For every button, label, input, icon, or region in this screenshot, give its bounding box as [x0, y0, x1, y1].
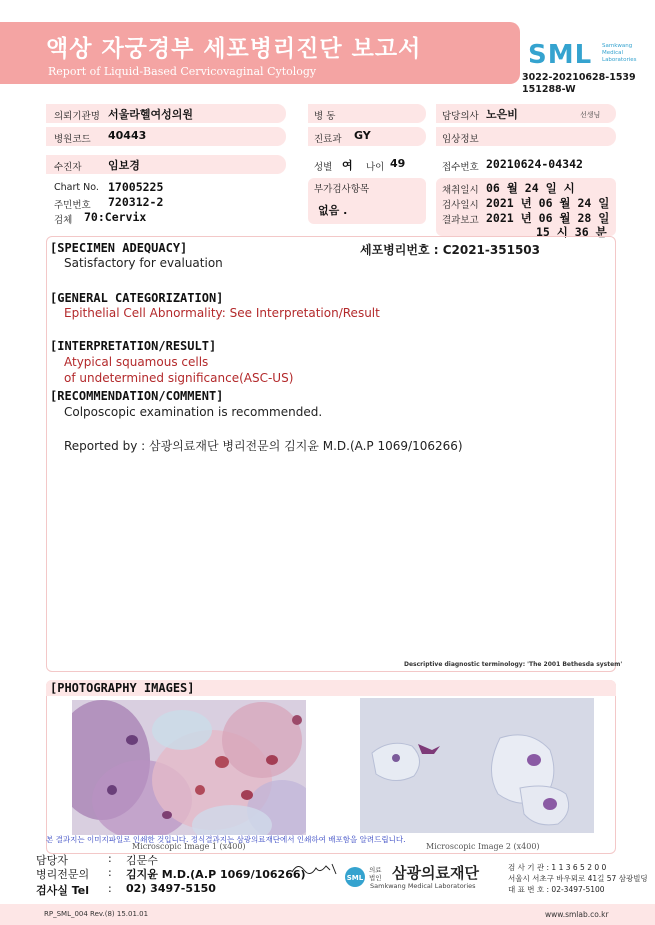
- logo-sub-line: Samkwang: [602, 43, 633, 49]
- lab-tel-colon: :: [108, 882, 112, 895]
- report-subtitle: Report of Liquid-Based Cervicovaginal Cytology: [48, 65, 317, 78]
- specimen-value: 70:Cervix: [84, 210, 147, 224]
- pathologist-signature: [290, 858, 340, 880]
- department-value: GY: [354, 129, 371, 142]
- accession-value: 20210624-04342: [486, 157, 583, 171]
- sml-logo-subtext: [602, 43, 642, 64]
- foundation-prefix-bottom: 법인: [369, 874, 382, 882]
- form-code: RP_SML_004 Rev.(8) 15.01.01: [44, 910, 149, 918]
- sml-logo: [528, 40, 638, 72]
- sex-label: 성별: [314, 162, 333, 173]
- photography-heading: [PHOTOGRAPHY IMAGES]: [50, 681, 195, 695]
- person-value: 김문수: [126, 854, 158, 867]
- foundation-name: 삼광의료재단: [392, 864, 479, 882]
- samkwang-emblem-icon: [344, 866, 366, 888]
- foundation-english: Samkwang Medical Laboratories: [370, 882, 476, 890]
- lab-tel-label: 검사실 Tel: [36, 884, 89, 897]
- photo-caption-1: Microscopic Image 1 (x400): [132, 842, 246, 851]
- department-label: 진료과: [314, 134, 342, 145]
- interpretation-line1: Atypical squamous cells: [64, 355, 209, 369]
- age-label: 나이: [366, 162, 385, 173]
- report-id-line1: 3022-20210628-1539: [522, 72, 636, 83]
- ward-label: 병 동: [314, 111, 336, 122]
- hospital-code-value: 40443: [108, 129, 147, 142]
- recipient-value: 임보경: [108, 159, 140, 172]
- collected-label: 채취일시: [442, 185, 479, 196]
- recommendation-text: Colposcopic examination is recommended.: [64, 405, 323, 419]
- logo-sub-line: Medical: [602, 50, 624, 56]
- attending-doctor-suffix: 선생님: [580, 111, 601, 119]
- clinical-info-label: 임상정보: [442, 134, 479, 145]
- sex-value: 여: [342, 159, 353, 172]
- cytopathology-number: 세포병리번호 : C2021-351503: [360, 243, 540, 257]
- interpretation-heading: [INTERPRETATION/RESULT]: [50, 339, 217, 353]
- bethesda-note: Descriptive diagnostic terminology: 'The 2001 Bethesda system': [404, 661, 623, 668]
- general-categorization-heading: [GENERAL CATEGORIZATION]: [50, 291, 224, 305]
- chart-no-label: Chart No.: [54, 182, 99, 193]
- general-categorization-text: Epithelial Cell Abnormality: See Interpretation/Result: [64, 306, 380, 320]
- field-bar: [46, 155, 286, 174]
- reported-by-text: Reported by : 삼광의료재단 병리전문의 김지윤 M.D.(A.P 1069/106266): [64, 439, 463, 453]
- chart-no-value: 17005225: [108, 180, 164, 194]
- additional-test-value: 없음 .: [318, 204, 348, 217]
- recipient-label: 수진자: [54, 162, 82, 173]
- microscopic-image-1-graphic: [72, 700, 306, 835]
- attending-doctor-value: 노은비: [486, 108, 518, 121]
- lab-tel-value: 02) 3497-5150: [126, 882, 216, 895]
- specimen-label: 검체: [54, 215, 73, 226]
- foundation-prefix-top: 의료: [369, 866, 382, 874]
- svg-text:SML: SML: [346, 874, 364, 882]
- lab-info: [508, 862, 648, 895]
- lab-info-line: 검 사 기 관 : 1 1 3 6 5 2 0 0: [508, 863, 607, 872]
- foundation-prefix: [369, 866, 382, 882]
- website-link[interactable]: www.smlab.co.kr: [545, 910, 609, 919]
- report-title: 액상 자궁경부 세포병리진단 보고서: [46, 36, 422, 62]
- additional-test-label: 부가검사항목: [314, 184, 370, 195]
- pathologist-colon: :: [108, 866, 112, 879]
- person-label: 담당자: [36, 854, 68, 867]
- age-value: 49: [390, 157, 406, 170]
- interpretation-line2: of undetermined significance(ASC-US): [64, 371, 294, 385]
- adequacy-heading: [SPECIMEN ADEQUACY]: [50, 241, 188, 255]
- microscopic-image-2-graphic: [360, 698, 594, 833]
- requesting-institution-value: 서울라헬여성의원: [108, 108, 194, 121]
- samkwang-logo: [344, 860, 514, 894]
- collected-value: 06 월 24 일 시: [486, 181, 575, 195]
- lab-info-line: 서울시 서초구 바우뫼로 41길 57 삼광빌딩: [508, 874, 648, 883]
- reported-time-value: 15 시 36 분: [536, 225, 607, 239]
- lab-info-line: 대 표 번 호 : 02-3497-5100: [508, 885, 605, 894]
- hospital-code-label: 병원코드: [54, 134, 91, 145]
- reported-label: 결과보고: [442, 215, 479, 226]
- pathologist-value: 김지윤 M.D.(A.P 1069/106266): [126, 868, 306, 881]
- person-colon: :: [108, 852, 112, 865]
- microscopic-image-1: [72, 700, 306, 835]
- pathologist-label: 병리전문의: [36, 868, 90, 881]
- microscopic-image-2: [360, 698, 594, 833]
- tested-value: 2021 년 06 월 24 일: [486, 196, 610, 210]
- recommendation-heading: [RECOMMENDATION/COMMENT]: [50, 389, 224, 403]
- resident-no-value: 720312-2: [108, 195, 164, 209]
- report-id-line2: 151288-W: [522, 84, 576, 95]
- logo-sub-line: Laboratories: [602, 57, 637, 63]
- attending-doctor-label: 담당의사: [442, 111, 479, 122]
- accession-label: 접수번호: [442, 162, 479, 173]
- tested-label: 검사일시: [442, 200, 479, 211]
- requesting-institution-label: 의뢰기관명: [54, 111, 100, 122]
- sml-logo-text: SML: [528, 40, 593, 70]
- reported-value: 2021 년 06 월 28 일: [486, 211, 610, 225]
- print-disclaimer: 본 결과지는 이미지파일로 인쇄한 것입니다. 정식결과지는 삼광의료재단에서 인쇄하여 배포함을 알려드립니다.: [46, 835, 406, 844]
- photo-caption-2: Microscopic Image 2 (x400): [426, 842, 540, 851]
- adequacy-text: Satisfactory for evaluation: [64, 256, 223, 270]
- resident-no-label: 주민번호: [54, 200, 91, 211]
